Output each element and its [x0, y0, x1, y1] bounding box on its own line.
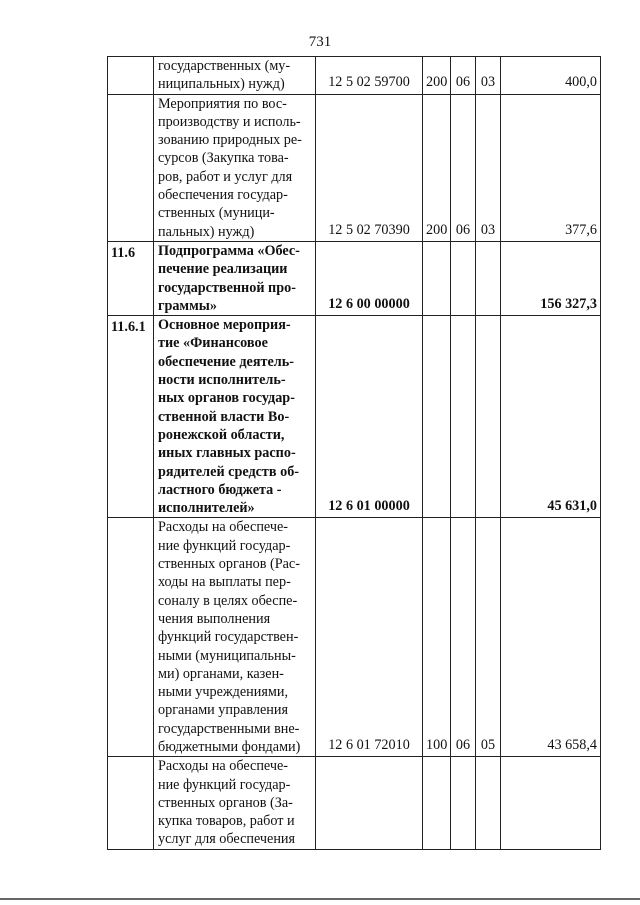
subsection-cell: 03	[476, 94, 501, 241]
expense-type-cell	[423, 316, 451, 518]
row-number-cell	[108, 57, 154, 95]
table-row	[108, 57, 601, 95]
description-line: Подпрограмма «Обес-	[158, 242, 300, 259]
target-code-cell	[316, 757, 423, 849]
description-line: ние функций государ-	[158, 537, 291, 554]
description-line: бюджетными фондами)	[158, 738, 301, 755]
section-cell	[451, 316, 476, 518]
description-line: пальных) нужд)	[158, 223, 255, 240]
description-line: ластного бюджета -	[158, 481, 282, 498]
amount-cell: 156 327,3	[501, 241, 601, 315]
description-line: государственной про-	[158, 279, 296, 296]
row-number-cell	[108, 518, 154, 757]
row-number-cell: 11.6.1	[108, 316, 154, 518]
table-row	[108, 94, 601, 241]
target-code-cell: 12 5 02 70390	[316, 94, 423, 241]
table-row	[108, 518, 601, 757]
amount-cell	[501, 757, 601, 849]
row-number-cell	[108, 757, 154, 849]
description-line: иных главных распо-	[158, 445, 296, 462]
amount-cell: 377,6	[501, 94, 601, 241]
expense-type-cell: 200	[423, 57, 451, 95]
amount-cell: 400,0	[501, 57, 601, 95]
target-code-cell: 12 6 01 72010	[316, 518, 423, 757]
description-cell	[154, 518, 316, 757]
description-line: исполнителей»	[158, 500, 255, 517]
description-line: ственных (муници-	[158, 205, 275, 222]
description-line: рядителей средств об-	[158, 463, 300, 480]
amount-cell: 45 631,0	[501, 316, 601, 518]
description-cell	[154, 94, 316, 241]
description-line: ственной власти Во-	[158, 408, 290, 425]
description-cell	[154, 241, 316, 315]
description-line: государственных (му-	[158, 58, 291, 74]
description-line: ров, работ и услуг для	[158, 168, 293, 185]
table-row	[108, 316, 601, 518]
description-line: Мероприятия по вос-	[158, 95, 287, 112]
description-line: тие «Финансовое	[158, 335, 268, 352]
description-line: ственных органов (Рас-	[158, 556, 300, 573]
description-line: органами управления	[158, 702, 288, 719]
description-line: печение реализации	[158, 261, 288, 278]
description-line: Основное мероприя-	[158, 317, 291, 334]
section-cell: 06	[451, 57, 476, 95]
description-line: сурсов (Закупка това-	[158, 150, 289, 167]
subsection-cell: 05	[476, 518, 501, 757]
expense-type-cell	[423, 241, 451, 315]
expense-type-cell: 100	[423, 518, 451, 757]
description-line: государственными вне-	[158, 720, 300, 737]
description-line: граммы»	[158, 297, 217, 314]
description-line: ходы на выплаты пер-	[158, 574, 291, 591]
description-line: ными (муниципальны-	[158, 647, 296, 664]
description-line: Расходы на обеспече-	[158, 758, 289, 775]
amount-cell: 43 658,4	[501, 518, 601, 757]
section-cell: 06	[451, 94, 476, 241]
row-number-cell: 11.6	[108, 241, 154, 315]
subsection-cell	[476, 241, 501, 315]
subsection-cell	[476, 757, 501, 849]
description-cell	[154, 57, 316, 95]
table-row	[108, 241, 601, 315]
page-number: 731	[308, 34, 332, 50]
description-line: обеспечение деятель-	[158, 353, 294, 370]
section-cell	[451, 241, 476, 315]
description-line: зованию природных ре-	[158, 132, 302, 149]
subsection-cell	[476, 316, 501, 518]
description-line: чения выполнения	[158, 610, 271, 627]
description-cell	[154, 316, 316, 518]
row-number-cell	[108, 94, 154, 241]
budget-table	[107, 56, 601, 850]
budget-table-body	[108, 57, 601, 850]
target-code-cell: 12 6 00 00000	[316, 241, 423, 315]
description-line: соналу в целях обеспе-	[158, 592, 298, 609]
description-line: ми) органами, казен-	[158, 665, 284, 682]
page-bottom-edge	[0, 898, 640, 900]
description-line: Расходы на обеспече-	[158, 519, 289, 536]
section-cell: 06	[451, 518, 476, 757]
description-line: ниципальных) нужд)	[158, 76, 285, 93]
table-row	[108, 757, 601, 849]
description-line: купка товаров, работ и	[158, 813, 295, 830]
description-line: ных органов государ-	[158, 390, 295, 407]
section-cell	[451, 757, 476, 849]
target-code-cell: 12 5 02 59700	[316, 57, 423, 95]
description-line: услуг для обеспечения	[158, 831, 296, 848]
description-line: ственных органов (За-	[158, 794, 293, 811]
description-line: ными учреждениями,	[158, 684, 289, 701]
target-code-cell: 12 6 01 00000	[316, 316, 423, 518]
description-line: ронежской области,	[158, 426, 285, 443]
expense-type-cell: 200	[423, 94, 451, 241]
description-line: обеспечения государ-	[158, 187, 288, 204]
description-cell	[154, 757, 316, 849]
subsection-cell: 03	[476, 57, 501, 95]
description-line: ние функций государ-	[158, 776, 291, 793]
expense-type-cell	[423, 757, 451, 849]
description-line: функций государствен-	[158, 629, 299, 646]
description-line: ности исполнитель-	[158, 372, 286, 389]
description-line: производству и исполь-	[158, 113, 301, 130]
